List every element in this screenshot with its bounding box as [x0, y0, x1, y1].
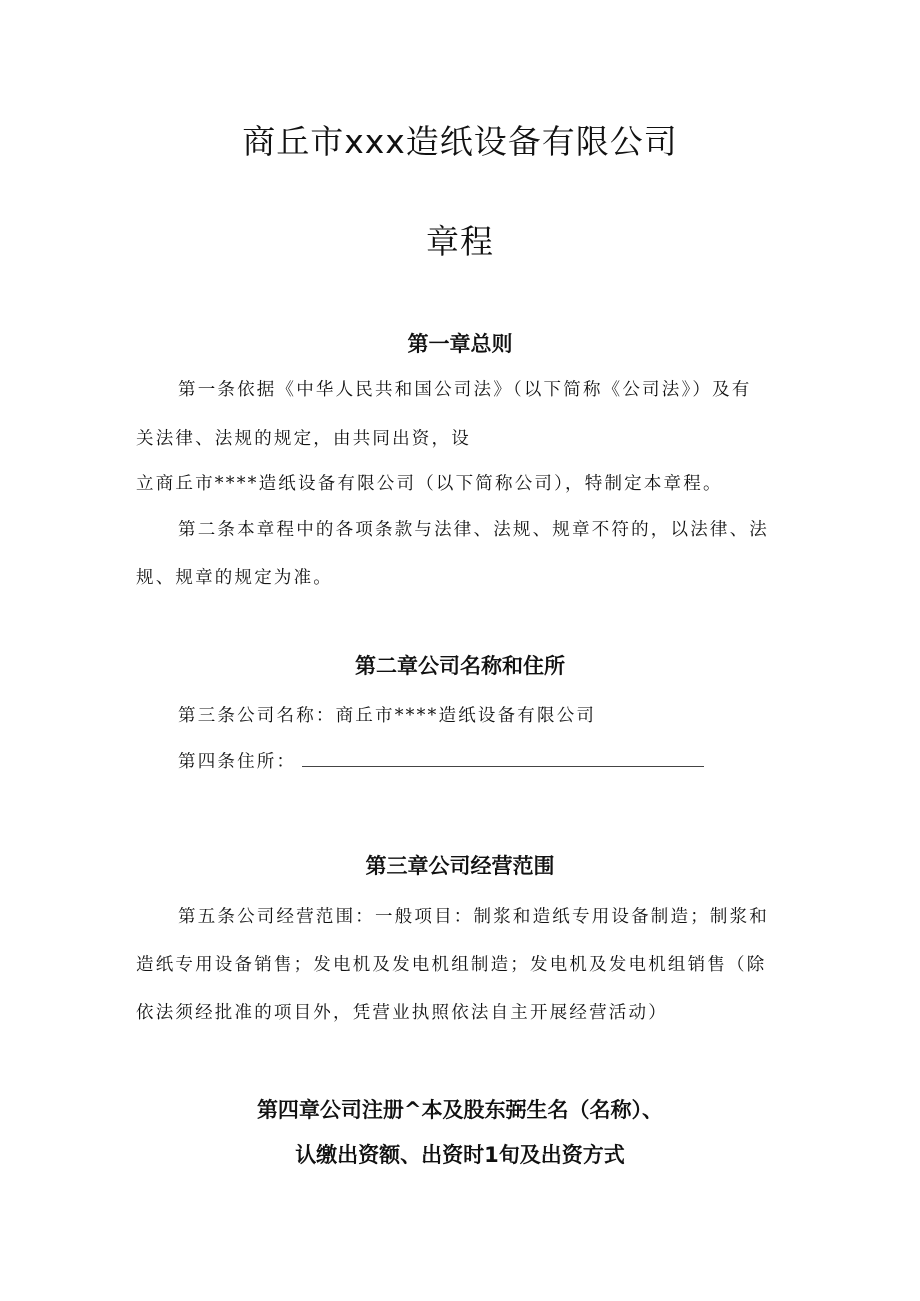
article5-line3: 依法须经批准的项目外，凭营业执照依法自主开展经营活动）	[136, 1003, 668, 1023]
article5-line1: 第五条公司经营范围：一般项目：制浆和造纸专用设备制造；制浆和	[178, 907, 769, 927]
article4	[178, 748, 828, 773]
article1-line1: 第一条依据《中华人民共和国公司法》（以下简称《公司法》）及有	[178, 380, 752, 400]
chapter1-heading: 第一章总则	[407, 332, 513, 356]
chapter3-heading: 第三章公司经营范围	[365, 854, 555, 878]
article4-label: 第四条住所：	[178, 752, 297, 772]
article3: 第三条公司名称：商丘市****造纸设备有限公司	[178, 706, 597, 726]
address-blank-line	[302, 750, 704, 767]
chapter4-heading-line1: 第四章公司注册^本及股东弼生名（名称）、	[256, 1098, 664, 1122]
document-title: 章程	[426, 222, 494, 261]
article1-line3: 立商丘市****造纸设备有限公司（以下简称公司），特制定本章程。	[136, 474, 723, 494]
article5-line2: 造纸专用设备销售；发电机及发电机组制造；发电机及发电机组销售（除	[136, 955, 767, 975]
chapter4-heading-line2: 认缴出资额、出资时1旬及出资方式	[295, 1143, 625, 1167]
article2-line2: 规、规章的规定为准。	[136, 568, 333, 588]
article1-line2: 关法律、法规的规定，由共同出资，设	[136, 429, 471, 449]
company-title: 商丘市xxx造纸设备有限公司	[242, 122, 678, 161]
chapter2-heading: 第二章公司名称和住所	[355, 654, 565, 678]
article2-line1: 第二条本章程中的各项条款与法律、法规、规章不符的，以法律、法	[178, 520, 769, 540]
